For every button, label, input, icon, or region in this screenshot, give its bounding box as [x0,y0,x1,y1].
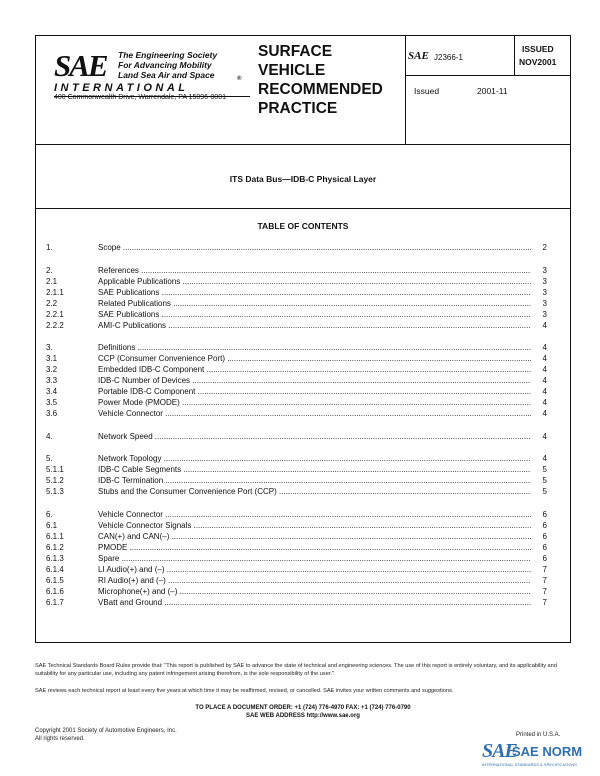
toc-entry [46,386,547,397]
toc-entry-page: 5 [542,465,547,474]
sae-norm-text: SAE NORM [512,744,583,759]
toc-entry-number: 3.6 [46,409,58,418]
sae-rules-text: SAE Technical Standards Board Rules provide that: "This report is published by SAE to advance the state of technical and engineering sciences. The use of this report is entirely voluntary, and its applicability and suitability for any particular use, including any patent infringement arising therefrom, is the sole responsibility of the user." [35,663,557,677]
toc-entry [46,564,547,575]
toc-entry-title: Microphone(+) and (–) ..... [98,586,531,597]
web-address: SAE WEB ADDRESS http://www.sae.org [246,713,360,719]
toc-entry [46,353,547,364]
toc-entry [46,298,547,309]
toc-entry-number: 5.1.3 [46,487,64,496]
toc-entry-number: 3.3 [46,376,58,385]
sae-norm-subtitle: INTERNATIONAL STANDARDS & SPECIFICATIONS [482,762,577,767]
toc-entry-number: 2.2 [46,298,58,308]
toc-entry-title: IDB-C Number of Devices ..... [98,375,531,386]
toc-entry-page: 3 [542,287,547,297]
toc-entry-title: Network Topology ..... [98,453,531,464]
toc-entry-page: 3 [542,265,547,275]
title-divider [36,208,570,209]
toc-entry-page: 4 [542,431,547,441]
toc-entry-number: 3.5 [46,398,58,407]
toc-entry-number: 6.1.2 [46,542,64,552]
toc-entry-title: IDB-C Cable Segments ..... [98,464,531,475]
sae-logo-mark: SAE [54,48,107,83]
toc-entry-title: Vehicle Connector ..... [98,408,531,419]
toc-entry-page: 4 [542,376,547,385]
toc-entry-number: 2.2.1 [46,309,64,319]
toc-entry-title: Portable IDB-C Component ..... [98,386,531,397]
toc-entry-title: RI Audio(+) and (–) ..... [98,575,531,586]
issued-date: NOV2001 [519,57,557,67]
toc-entry [46,597,547,608]
toc-entry-page: 2 [542,243,547,252]
sae-review-text: SAE reviews each technical report at least every five years at which time it may be reaffirmed, revised, or cancelled. SAE invites your written comments and suggestions. [35,688,454,694]
toc-entry-page: 4 [542,354,547,363]
document-title: ITS Data Bus—IDB-C Physical Layer [229,174,377,184]
toc-entry [46,486,547,497]
toc-entry-number: 3. [46,343,53,352]
doc-type-line: VEHICLE [258,62,326,79]
toc-entry-page: 3 [542,276,547,286]
header-divider [36,144,570,145]
logo-line-3: Land Sea Air and Space [118,70,215,80]
doc-sae-mark: SAE [408,50,429,62]
toc-entry-number: 6.1 [46,520,58,530]
toc-entry-number: 6.1.6 [46,586,64,596]
toc-entry-page: 7 [542,575,547,585]
toc-entry [46,320,547,331]
toc-entry-page: 7 [542,597,547,607]
toc-entry-number: 6.1.3 [46,553,64,563]
issued-label: ISSUED [522,44,554,54]
toc-entry [46,586,547,597]
toc-entry-number: 2.1.1 [46,287,64,297]
logo-international: INTERNATIONAL [54,82,189,94]
doc-type-line: SURFACE [258,43,333,60]
toc-entry-page: 4 [542,387,547,396]
toc-heading: TABLE OF CONTENTS [257,221,349,231]
toc-entry [46,509,547,520]
toc-entry [46,265,547,276]
toc-entry-page: 3 [542,298,547,308]
toc-entry [46,453,547,464]
toc-entry-page: 6 [542,520,547,530]
doc-type-line: RECOMMENDED [258,81,383,98]
toc-entry-title: CCP (Consumer Convenience Port) ..... [98,353,531,364]
toc-entry-number: 6.1.5 [46,575,64,585]
toc-entry-title: Scope ..... [98,242,531,253]
copyright: Copyright 2001 Society of Automotive Engineers, Inc. [35,728,177,734]
sae-logo [54,46,264,101]
toc-entry-number: 5.1.2 [46,476,64,485]
toc-entry-number: 6.1.1 [46,531,64,541]
toc-entry-page: 5 [542,487,547,496]
toc-entry [46,542,547,553]
toc-entry [46,531,547,542]
toc-entry-number: 4. [46,431,53,441]
toc-entry-number: 6.1.4 [46,564,64,574]
toc-entry [46,520,547,531]
toc-entry-page: 6 [542,553,547,563]
toc-entry [46,364,547,375]
toc-entry-title: IDB-C Termination ..... [98,475,531,486]
toc-entry-title: Vehicle Connector Signals ..... [98,520,531,531]
toc-entry [46,553,547,564]
toc-entry-page: 4 [542,454,547,463]
toc-entry-title: CAN(+) and CAN(–) ..... [98,531,531,542]
toc-entry-title: SAE Publications ..... [98,309,531,320]
toc-entry-title: SAE Publications ..... [98,287,531,298]
toc-entry [46,397,547,408]
toc-entry-page: 6 [542,509,547,519]
toc-entry-number: 3.2 [46,365,58,374]
document-type [258,42,383,118]
toc-entry [46,475,547,486]
toc-entry-title: Related Publications ..... [98,298,531,309]
toc-entry-page: 6 [542,542,547,552]
rights-reserved: All rights reserved. [35,736,85,742]
toc-entry-number: 5.1.1 [46,465,64,474]
toc-entry-page: 7 [542,586,547,596]
toc-entry-page: 6 [542,531,547,541]
toc-entry [46,575,547,586]
toc-entry [46,342,547,353]
toc-entry [46,408,547,419]
sae-address: 400 Commonwealth Drive, Warrendale, PA 15096-0001 [54,94,226,101]
toc-entry [46,242,547,253]
toc-entry [46,431,547,442]
toc-entry [46,276,547,287]
issued-label-secondary: Issued [414,86,440,96]
toc-entry [46,464,547,475]
toc-entry-title: Network Speed ..... [98,431,531,442]
toc-entry-number: 6. [46,509,53,519]
toc-entry-title: AMI-C Publications ..... [98,320,531,331]
toc-entry-title: Definitions ..... [98,342,531,353]
toc-entry-page: 7 [542,564,547,574]
toc-entry-title: VBatt and Ground ..... [98,597,531,608]
toc-entry-number: 2. [46,265,53,275]
printed-in: Printed in U.S.A. [516,732,561,738]
toc-entry-page: 4 [542,365,547,374]
toc-entry-title: Spare ..... [98,553,531,564]
toc-entry-page: 4 [542,343,547,352]
toc-entry-number: 2.1 [46,276,58,286]
toc-entry-number: 6.1.7 [46,597,64,607]
toc-entry-number: 2.2.2 [46,320,64,330]
toc-entry-title: Stubs and the Consumer Convenience Port (CCP) ..... [98,486,531,497]
toc-entry-title: LI Audio(+) and (–) ..... [98,564,531,575]
toc-entry-number: 1. [46,243,53,252]
order-line: TO PLACE A DOCUMENT ORDER: +1 (724) 776-4970 FAX: +1 (724) 776-0790 [195,705,411,711]
sae-norm-mark: SAE [482,740,517,762]
header-vrule-1 [405,36,406,144]
toc-entry-title: PMODE ..... [98,542,531,553]
toc-entry-title: Power Mode (PMODE) ..... [98,397,531,408]
doc-type-line: PRACTICE [258,100,338,117]
toc-entry-title: Vehicle Connector ..... [98,509,531,520]
toc-entry [46,375,547,386]
toc-entry-title: References ..... [98,265,531,276]
toc-entry-page: 4 [542,409,547,418]
toc-entry-number: 5. [46,454,53,463]
sae-norm-logo [482,740,592,770]
toc-entry [46,309,547,320]
toc-entry-page: 3 [542,309,547,319]
toc-entry-title: Applicable Publications ..... [98,276,531,287]
header-vrule-2 [514,36,515,75]
document-frame [35,35,571,643]
issued-value-secondary: 2001-11 [477,86,508,96]
issued-divider [405,75,570,76]
toc-entry-page: 4 [542,320,547,330]
toc-entry-title: Embedded IDB-C Component ..... [98,364,531,375]
toc-entry-number: 3.1 [46,354,58,363]
toc-entry-page: 4 [542,398,547,407]
logo-registered: ® [237,76,242,82]
logo-line-2: For Advancing Mobility [118,60,212,70]
toc-entry-page: 5 [542,476,547,485]
document-number: J2366-1 [434,53,463,62]
toc-entry [46,287,547,298]
toc-entry-number: 3.4 [46,387,58,396]
logo-line-1: The Engineering Society [118,50,218,60]
